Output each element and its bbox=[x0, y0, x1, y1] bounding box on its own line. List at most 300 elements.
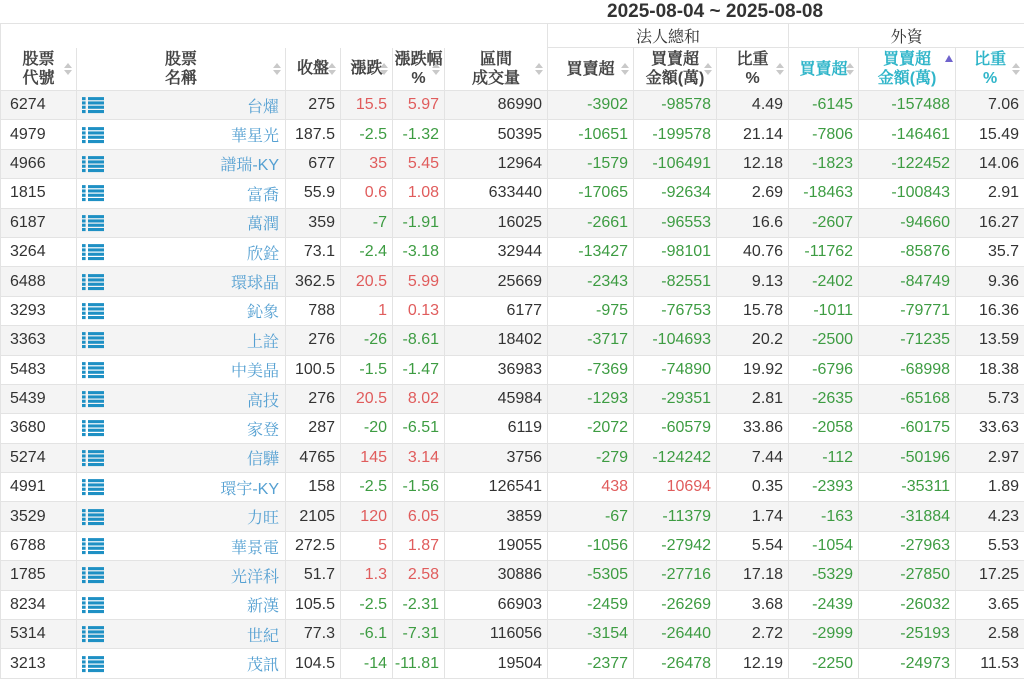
cell-f-net: -18463 bbox=[789, 179, 859, 208]
stock-name-link[interactable]: 高技 bbox=[247, 393, 279, 410]
cell-inst-amt: -27942 bbox=[634, 531, 717, 560]
cell-f-weight: 18.38 bbox=[956, 355, 1024, 384]
list-icon[interactable] bbox=[82, 126, 104, 143]
cell-volume: 45984 bbox=[445, 384, 548, 413]
stock-name-link[interactable]: 新漢 bbox=[247, 598, 279, 615]
cell-close: 77.3 bbox=[286, 620, 341, 649]
cell-inst-net: -2459 bbox=[548, 590, 634, 619]
col-header-inst-net[interactable]: 買賣超 bbox=[548, 48, 634, 91]
cell-f-amt: -35311 bbox=[859, 473, 956, 502]
table-row bbox=[1, 561, 1024, 590]
cell-f-weight: 5.73 bbox=[956, 384, 1024, 413]
table-row bbox=[1, 384, 1024, 413]
cell-f-amt: -157488 bbox=[859, 91, 956, 120]
cell-change: -2.5 bbox=[341, 120, 393, 149]
cell-volume: 6119 bbox=[445, 414, 548, 443]
cell-close: 187.5 bbox=[286, 120, 341, 149]
cell-change-pct: -8.61 bbox=[393, 326, 445, 355]
list-icon[interactable] bbox=[82, 332, 104, 349]
cell-inst-amt: 10694 bbox=[634, 473, 717, 502]
cell-close: 51.7 bbox=[286, 561, 341, 590]
cell-f-net: -2402 bbox=[789, 267, 859, 296]
cell-f-amt: -24973 bbox=[859, 649, 956, 678]
cell-code: 1785 bbox=[1, 561, 77, 590]
cell-code: 4966 bbox=[1, 149, 77, 178]
table-row bbox=[1, 414, 1024, 443]
table-row bbox=[1, 179, 1024, 208]
list-icon[interactable] bbox=[82, 655, 104, 672]
cell-f-amt: -27850 bbox=[859, 561, 956, 590]
col-header-stock-name[interactable]: 股票 名稱 bbox=[77, 48, 286, 91]
cell-inst-net: -67 bbox=[548, 502, 634, 531]
cell-name bbox=[77, 91, 286, 120]
cell-change-pct: -1.32 bbox=[393, 120, 445, 149]
list-icon[interactable] bbox=[82, 538, 104, 555]
cell-name bbox=[77, 443, 286, 472]
table-row bbox=[1, 326, 1024, 355]
group-foreign: 外資 bbox=[789, 24, 1024, 48]
table-row bbox=[1, 502, 1024, 531]
column-header-row bbox=[1, 48, 1024, 91]
cell-f-net: -1054 bbox=[789, 531, 859, 560]
cell-volume: 19055 bbox=[445, 531, 548, 560]
cell-code: 3264 bbox=[1, 237, 77, 266]
list-icon[interactable] bbox=[82, 508, 104, 525]
cell-volume: 25669 bbox=[445, 267, 548, 296]
cell-change-pct: -1.91 bbox=[393, 208, 445, 237]
stock-name-link[interactable]: 台燿 bbox=[247, 99, 279, 116]
cell-f-amt: -79771 bbox=[859, 296, 956, 325]
cell-volume: 66903 bbox=[445, 590, 548, 619]
cell-inst-weight: 2.72 bbox=[717, 620, 789, 649]
cell-volume: 19504 bbox=[445, 649, 548, 678]
col-header-change-pct[interactable]: 漲跌幅 % bbox=[393, 48, 445, 91]
cell-change: 35 bbox=[341, 149, 393, 178]
stock-name-link[interactable]: 華景電 bbox=[231, 540, 279, 557]
stock-name-link[interactable]: 上詮 bbox=[247, 334, 279, 351]
stock-name-link[interactable]: 鈊象 bbox=[247, 304, 279, 321]
cell-change-pct: -1.56 bbox=[393, 473, 445, 502]
cell-inst-amt: -60579 bbox=[634, 414, 717, 443]
col-header-stock-code[interactable]: 股票 代號 bbox=[1, 48, 77, 91]
cell-f-amt: -60175 bbox=[859, 414, 956, 443]
cell-name bbox=[77, 473, 286, 502]
cell-code: 3293 bbox=[1, 296, 77, 325]
cell-inst-weight: 17.18 bbox=[717, 561, 789, 590]
cell-f-net: -112 bbox=[789, 443, 859, 472]
cell-close: 276 bbox=[286, 384, 341, 413]
cell-inst-amt: -98101 bbox=[634, 237, 717, 266]
cell-f-amt: -71235 bbox=[859, 326, 956, 355]
cell-inst-amt: -98578 bbox=[634, 91, 717, 120]
cell-name bbox=[77, 120, 286, 149]
stock-name-link[interactable]: 世紀 bbox=[247, 628, 279, 645]
cell-inst-net: -3154 bbox=[548, 620, 634, 649]
cell-code: 8234 bbox=[1, 590, 77, 619]
cell-volume: 16025 bbox=[445, 208, 548, 237]
cell-close: 272.5 bbox=[286, 531, 341, 560]
list-icon[interactable] bbox=[82, 302, 104, 319]
cell-name bbox=[77, 149, 286, 178]
list-icon[interactable] bbox=[82, 626, 104, 643]
table-row bbox=[1, 443, 1024, 472]
cell-name bbox=[77, 237, 286, 266]
stock-name-link[interactable]: 茂訊 bbox=[247, 657, 279, 674]
cell-change-pct: 5.97 bbox=[393, 91, 445, 120]
cell-inst-net: -7369 bbox=[548, 355, 634, 384]
cell-code: 6274 bbox=[1, 91, 77, 120]
cell-change-pct: -7.31 bbox=[393, 620, 445, 649]
group-header-row bbox=[1, 24, 1024, 48]
stock-name-link[interactable]: 富喬 bbox=[247, 187, 279, 204]
cell-volume: 86990 bbox=[445, 91, 548, 120]
cell-f-weight: 16.27 bbox=[956, 208, 1024, 237]
cell-f-weight: 2.58 bbox=[956, 620, 1024, 649]
cell-inst-net: -10651 bbox=[548, 120, 634, 149]
list-icon[interactable] bbox=[82, 391, 104, 408]
cell-f-amt: -146461 bbox=[859, 120, 956, 149]
cell-inst-net: -2072 bbox=[548, 414, 634, 443]
cell-f-amt: -85876 bbox=[859, 237, 956, 266]
cell-f-amt: -122452 bbox=[859, 149, 956, 178]
cell-code: 6187 bbox=[1, 208, 77, 237]
sort-arrows-icon bbox=[704, 63, 713, 75]
cell-inst-net: -13427 bbox=[548, 237, 634, 266]
cell-f-weight: 15.49 bbox=[956, 120, 1024, 149]
cell-name bbox=[77, 620, 286, 649]
cell-f-weight: 11.53 bbox=[956, 649, 1024, 678]
cell-close: 104.5 bbox=[286, 649, 341, 678]
cell-close: 276 bbox=[286, 326, 341, 355]
cell-inst-net: -2377 bbox=[548, 649, 634, 678]
cell-inst-weight: 12.18 bbox=[717, 149, 789, 178]
cell-f-net: -7806 bbox=[789, 120, 859, 149]
cell-inst-net: -3717 bbox=[548, 326, 634, 355]
table-row bbox=[1, 296, 1024, 325]
group-spacer bbox=[1, 24, 548, 48]
cell-volume: 3756 bbox=[445, 443, 548, 472]
cell-name bbox=[77, 326, 286, 355]
cell-inst-net: -5305 bbox=[548, 561, 634, 590]
cell-code: 3680 bbox=[1, 414, 77, 443]
cell-code: 6788 bbox=[1, 531, 77, 560]
cell-code: 5274 bbox=[1, 443, 77, 472]
cell-inst-net: -2661 bbox=[548, 208, 634, 237]
cell-change-pct: 3.14 bbox=[393, 443, 445, 472]
sort-arrows-icon bbox=[328, 63, 337, 75]
sort-arrows-icon bbox=[1012, 63, 1021, 75]
cell-code: 3213 bbox=[1, 649, 77, 678]
col-header-foreign-amount[interactable]: 買賣超 金額(萬) bbox=[859, 48, 956, 91]
cell-change-pct: 2.58 bbox=[393, 561, 445, 590]
col-header-foreign-net[interactable]: 買賣超 bbox=[789, 48, 859, 91]
cell-change: -1.5 bbox=[341, 355, 393, 384]
cell-f-weight: 5.53 bbox=[956, 531, 1024, 560]
cell-change: 1 bbox=[341, 296, 393, 325]
col-header-change[interactable]: 漲跌 bbox=[341, 48, 393, 91]
cell-f-net: -6796 bbox=[789, 355, 859, 384]
cell-change-pct: 6.05 bbox=[393, 502, 445, 531]
cell-close: 55.9 bbox=[286, 179, 341, 208]
cell-inst-weight: 4.49 bbox=[717, 91, 789, 120]
list-icon[interactable] bbox=[82, 185, 104, 202]
cell-f-net: -163 bbox=[789, 502, 859, 531]
cell-inst-amt: -104693 bbox=[634, 326, 717, 355]
cell-f-weight: 9.36 bbox=[956, 267, 1024, 296]
cell-volume: 36983 bbox=[445, 355, 548, 384]
cell-code: 4991 bbox=[1, 473, 77, 502]
cell-f-net: -1823 bbox=[789, 149, 859, 178]
cell-inst-weight: 2.69 bbox=[717, 179, 789, 208]
list-icon[interactable] bbox=[82, 567, 104, 584]
cell-change-pct: -11.81 bbox=[393, 649, 445, 678]
cell-f-amt: -27963 bbox=[859, 531, 956, 560]
col-header-inst-weight[interactable]: 比重 % bbox=[717, 48, 789, 91]
cell-inst-amt: -96553 bbox=[634, 208, 717, 237]
cell-f-weight: 33.63 bbox=[956, 414, 1024, 443]
cell-inst-weight: 7.44 bbox=[717, 443, 789, 472]
cell-name bbox=[77, 267, 286, 296]
cell-f-weight: 17.25 bbox=[956, 561, 1024, 590]
stock-name-link[interactable]: 萬潤 bbox=[247, 216, 279, 233]
stock-name-link[interactable]: 環球晶 bbox=[231, 275, 279, 292]
cell-code: 3363 bbox=[1, 326, 77, 355]
cell-inst-net: -975 bbox=[548, 296, 634, 325]
cell-f-net: -2058 bbox=[789, 414, 859, 443]
cell-f-amt: -25193 bbox=[859, 620, 956, 649]
cell-name bbox=[77, 355, 286, 384]
cell-inst-net: -2343 bbox=[548, 267, 634, 296]
cell-f-weight: 35.7 bbox=[956, 237, 1024, 266]
cell-name bbox=[77, 296, 286, 325]
list-icon[interactable] bbox=[82, 420, 104, 437]
cell-change: 5 bbox=[341, 531, 393, 560]
cell-code: 5483 bbox=[1, 355, 77, 384]
sort-arrows-icon bbox=[621, 63, 630, 75]
cell-volume: 633440 bbox=[445, 179, 548, 208]
cell-inst-net: -17065 bbox=[548, 179, 634, 208]
list-icon[interactable] bbox=[82, 214, 104, 231]
cell-change-pct: -2.31 bbox=[393, 590, 445, 619]
cell-close: 275 bbox=[286, 91, 341, 120]
group-institutional-total: 法人總和 bbox=[548, 24, 789, 48]
cell-name bbox=[77, 531, 286, 560]
cell-f-weight: 2.97 bbox=[956, 443, 1024, 472]
cell-change-pct: -1.47 bbox=[393, 355, 445, 384]
table-row bbox=[1, 120, 1024, 149]
cell-code: 3529 bbox=[1, 502, 77, 531]
stock-name-link[interactable]: 環宇-KY bbox=[220, 481, 279, 498]
cell-inst-net: -3902 bbox=[548, 91, 634, 120]
cell-code: 4979 bbox=[1, 120, 77, 149]
cell-name bbox=[77, 414, 286, 443]
cell-f-weight: 7.06 bbox=[956, 91, 1024, 120]
cell-close: 73.1 bbox=[286, 237, 341, 266]
col-header-close[interactable]: 收盤 bbox=[286, 48, 341, 91]
list-icon[interactable] bbox=[82, 244, 104, 261]
cell-f-net: -11762 bbox=[789, 237, 859, 266]
cell-change: -2.5 bbox=[341, 590, 393, 619]
cell-change: -2.4 bbox=[341, 237, 393, 266]
cell-f-net: -2999 bbox=[789, 620, 859, 649]
cell-volume: 12964 bbox=[445, 149, 548, 178]
stock-name-link[interactable]: 譜瑞-KY bbox=[220, 157, 279, 174]
cell-change-pct: 5.45 bbox=[393, 149, 445, 178]
cell-volume: 18402 bbox=[445, 326, 548, 355]
cell-inst-amt: -199578 bbox=[634, 120, 717, 149]
cell-f-net: -2635 bbox=[789, 384, 859, 413]
cell-inst-amt: -92634 bbox=[634, 179, 717, 208]
cell-f-amt: -65168 bbox=[859, 384, 956, 413]
cell-change-pct: -3.18 bbox=[393, 237, 445, 266]
cell-code: 5314 bbox=[1, 620, 77, 649]
cell-name bbox=[77, 590, 286, 619]
date-range-title: 2025-08-04 ~ 2025-08-08 bbox=[607, 1, 823, 23]
cell-inst-weight: 20.2 bbox=[717, 326, 789, 355]
cell-inst-amt: -124242 bbox=[634, 443, 717, 472]
stock-name-link[interactable]: 華星光 bbox=[231, 128, 279, 145]
cell-volume: 6177 bbox=[445, 296, 548, 325]
cell-f-amt: -100843 bbox=[859, 179, 956, 208]
cell-close: 2105 bbox=[286, 502, 341, 531]
table-row bbox=[1, 267, 1024, 296]
cell-f-amt: -68998 bbox=[859, 355, 956, 384]
cell-inst-net: -1579 bbox=[548, 149, 634, 178]
cell-name bbox=[77, 384, 286, 413]
cell-volume: 3859 bbox=[445, 502, 548, 531]
sort-arrows-icon bbox=[776, 63, 785, 75]
cell-inst-amt: -29351 bbox=[634, 384, 717, 413]
cell-close: 105.5 bbox=[286, 590, 341, 619]
cell-close: 362.5 bbox=[286, 267, 341, 296]
cell-change: 120 bbox=[341, 502, 393, 531]
cell-inst-amt: -11379 bbox=[634, 502, 717, 531]
cell-change: 20.5 bbox=[341, 384, 393, 413]
cell-code: 5439 bbox=[1, 384, 77, 413]
cell-f-net: -5329 bbox=[789, 561, 859, 590]
cell-change: 145 bbox=[341, 443, 393, 472]
list-icon[interactable] bbox=[82, 155, 104, 172]
cell-name bbox=[77, 502, 286, 531]
cell-inst-weight: 40.76 bbox=[717, 237, 789, 266]
cell-inst-net: -1293 bbox=[548, 384, 634, 413]
cell-f-net: -2500 bbox=[789, 326, 859, 355]
table-row bbox=[1, 237, 1024, 266]
sort-arrows-icon bbox=[432, 63, 441, 75]
sort-arrows-icon bbox=[380, 63, 389, 75]
list-icon[interactable] bbox=[82, 479, 104, 496]
cell-inst-weight: 0.35 bbox=[717, 473, 789, 502]
table-row bbox=[1, 531, 1024, 560]
cell-inst-weight: 21.14 bbox=[717, 120, 789, 149]
cell-change-pct: 5.99 bbox=[393, 267, 445, 296]
cell-change: -2.5 bbox=[341, 473, 393, 502]
cell-inst-weight: 16.6 bbox=[717, 208, 789, 237]
cell-inst-weight: 5.54 bbox=[717, 531, 789, 560]
cell-change-pct: -6.51 bbox=[393, 414, 445, 443]
cell-inst-net: -279 bbox=[548, 443, 634, 472]
cell-volume: 116056 bbox=[445, 620, 548, 649]
cell-inst-amt: -26269 bbox=[634, 590, 717, 619]
cell-change: -20 bbox=[341, 414, 393, 443]
cell-inst-amt: -27716 bbox=[634, 561, 717, 590]
table-row bbox=[1, 473, 1024, 502]
cell-inst-amt: -26440 bbox=[634, 620, 717, 649]
cell-change: -7 bbox=[341, 208, 393, 237]
cell-name bbox=[77, 208, 286, 237]
cell-f-amt: -94660 bbox=[859, 208, 956, 237]
cell-f-net: -1011 bbox=[789, 296, 859, 325]
table-row bbox=[1, 620, 1024, 649]
sort-arrows-icon bbox=[273, 63, 282, 75]
cell-volume: 30886 bbox=[445, 561, 548, 590]
cell-change: 15.5 bbox=[341, 91, 393, 120]
cell-close: 287 bbox=[286, 414, 341, 443]
cell-change-pct: 0.13 bbox=[393, 296, 445, 325]
cell-inst-weight: 33.86 bbox=[717, 414, 789, 443]
cell-f-amt: -26032 bbox=[859, 590, 956, 619]
cell-f-weight: 1.89 bbox=[956, 473, 1024, 502]
stock-name-link[interactable]: 欣銓 bbox=[247, 246, 279, 263]
cell-f-net: -2439 bbox=[789, 590, 859, 619]
cell-f-weight: 3.65 bbox=[956, 590, 1024, 619]
cell-name bbox=[77, 561, 286, 590]
list-icon[interactable] bbox=[82, 596, 104, 613]
stock-name-link[interactable]: 力旺 bbox=[247, 510, 279, 527]
col-header-volume[interactable]: 區間 成交量 bbox=[445, 48, 548, 91]
list-icon[interactable] bbox=[82, 273, 104, 290]
cell-change: 0.6 bbox=[341, 179, 393, 208]
cell-code: 1815 bbox=[1, 179, 77, 208]
cell-f-amt: -50196 bbox=[859, 443, 956, 472]
cell-change: 1.3 bbox=[341, 561, 393, 590]
sort-arrows-icon bbox=[846, 63, 855, 75]
cell-inst-weight: 2.81 bbox=[717, 384, 789, 413]
cell-inst-amt: -82551 bbox=[634, 267, 717, 296]
stock-name-link[interactable]: 光洋科 bbox=[231, 569, 279, 586]
cell-f-amt: -31884 bbox=[859, 502, 956, 531]
cell-code: 6488 bbox=[1, 267, 77, 296]
cell-close: 359 bbox=[286, 208, 341, 237]
list-icon[interactable] bbox=[82, 97, 104, 114]
cell-inst-net: 438 bbox=[548, 473, 634, 502]
sort-arrows-icon bbox=[64, 63, 73, 75]
cell-change: -14 bbox=[341, 649, 393, 678]
col-header-inst-amount[interactable]: 買賣超 金額(萬) bbox=[634, 48, 717, 91]
stock-name-link[interactable]: 信驊 bbox=[247, 451, 279, 468]
cell-f-weight: 2.91 bbox=[956, 179, 1024, 208]
stock-table bbox=[0, 23, 1024, 679]
cell-close: 677 bbox=[286, 149, 341, 178]
cell-inst-weight: 9.13 bbox=[717, 267, 789, 296]
cell-f-weight: 16.36 bbox=[956, 296, 1024, 325]
cell-f-net: -2393 bbox=[789, 473, 859, 502]
list-icon[interactable] bbox=[82, 449, 104, 466]
cell-f-amt: -84749 bbox=[859, 267, 956, 296]
cell-change: -6.1 bbox=[341, 620, 393, 649]
cell-volume: 32944 bbox=[445, 237, 548, 266]
cell-change-pct: 1.08 bbox=[393, 179, 445, 208]
table-row bbox=[1, 208, 1024, 237]
list-icon[interactable] bbox=[82, 361, 104, 378]
stock-name-link[interactable]: 中美晶 bbox=[231, 363, 279, 380]
cell-inst-amt: -106491 bbox=[634, 149, 717, 178]
col-header-foreign-weight[interactable]: 比重 % bbox=[956, 48, 1024, 91]
cell-change-pct: 8.02 bbox=[393, 384, 445, 413]
stock-name-link[interactable]: 家登 bbox=[247, 422, 279, 439]
cell-volume: 50395 bbox=[445, 120, 548, 149]
cell-change: -26 bbox=[341, 326, 393, 355]
